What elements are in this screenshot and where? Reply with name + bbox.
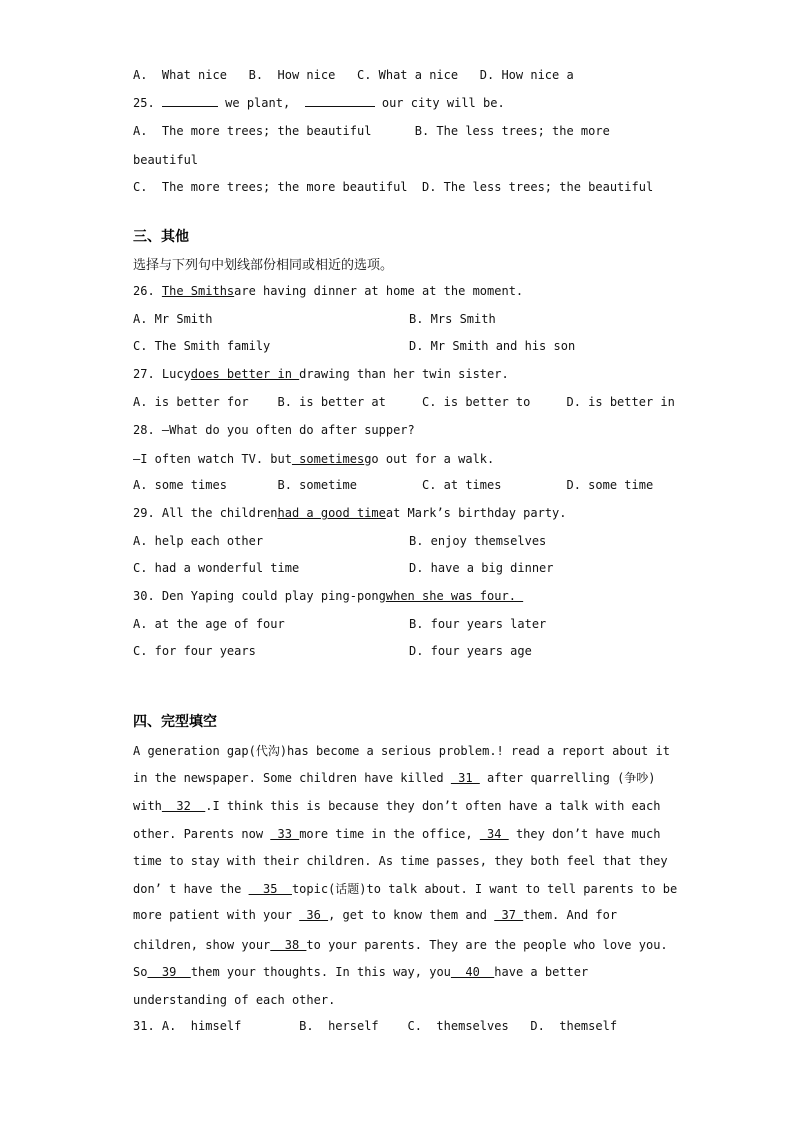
blank-40: 40 [450, 965, 495, 979]
passage-line [133, 799, 660, 813]
passage-line: time to stay with their children. As time passes, they both feel that they [133, 854, 668, 868]
q26-option-d: D. Mr Smith and his son [409, 339, 576, 353]
passage-line [133, 827, 660, 841]
stem-text: at Mark’s birthday party. [385, 506, 567, 520]
underlined-phrase: The Smiths [161, 284, 235, 298]
passage-text: So [133, 965, 148, 979]
q30-option-c: C. for four years [133, 644, 256, 658]
q29-option-d: D. have a big dinner [409, 561, 554, 575]
q27-stem [133, 367, 509, 381]
passage-text: more time in the office, [299, 827, 480, 841]
blank-36: 36 [299, 908, 329, 922]
stem-text: 30. Den Yaping could play ping-pong [133, 589, 386, 603]
q26-option-b: B. Mrs Smith [409, 312, 496, 326]
stem-text: our city will be. [374, 96, 505, 110]
q30-stem [133, 589, 523, 603]
q25-options-ab-cont: beautiful [133, 153, 199, 167]
passage-line [133, 908, 617, 922]
q29-option-c: C. had a wonderful time [133, 561, 300, 575]
blank-31: 31 [450, 771, 480, 785]
stem-text: are having dinner at home at the moment. [234, 284, 524, 298]
q25-options-cd: C. The more trees; the more beautiful D. The less trees; the beautiful [133, 180, 654, 194]
q30-option-a: A. at the age of four [133, 617, 285, 631]
passage-line [133, 965, 588, 979]
passage-text: more patient with your [133, 908, 300, 922]
q25-options-ab: A. The more trees; the beautiful B. The less trees; the more [133, 124, 610, 138]
passage-text: with [133, 799, 162, 813]
section-title: 四、完型填空 [133, 714, 217, 730]
blank-37: 37 [494, 908, 524, 922]
passage-text: them your thoughts. In this way, you [190, 965, 451, 979]
passage-text: topic(话题)to talk about. I want to tell parents to be [291, 882, 678, 896]
blank-33: 33 [270, 827, 300, 841]
q25-stem [133, 96, 505, 110]
q28-line1: 28. —What do you often do after supper? [133, 423, 415, 437]
q29-option-b: B. enjoy themselves [409, 534, 547, 548]
q28-line2 [133, 452, 494, 466]
underlined-phrase: sometimes [291, 452, 365, 466]
q24-options: A. What nice B. How nice C. What a nice D. How nice a [133, 68, 574, 82]
passage-text: them. And for [523, 908, 618, 922]
q26-option-a: A. Mr Smith [133, 312, 213, 326]
passage-text: have a better [494, 965, 589, 979]
underlined-phrase: does better in [190, 367, 300, 381]
stem-text: 26. [133, 284, 162, 298]
passage-text: don’ t have the [133, 882, 249, 896]
passage-line: understanding of each other. [133, 993, 336, 1007]
passage-text: after quarrelling (争吵) [479, 771, 656, 785]
stem-text: —I often watch TV. but [133, 452, 292, 466]
passage-text: they don’t have much [508, 827, 661, 841]
passage-text: .I think this is because they don’t often have a talk with each [205, 799, 661, 813]
q26-stem [133, 284, 523, 298]
q30-option-d: D. four years age [409, 644, 532, 658]
stem-text: we plant, [217, 96, 305, 110]
stem-text: go out for a walk. [364, 452, 495, 466]
blank-32: 32 [161, 799, 206, 813]
answer-blank [162, 106, 218, 107]
passage-text: other. Parents now [133, 827, 271, 841]
blank-35: 35 [248, 882, 292, 896]
passage-text: children, show your [133, 938, 271, 952]
underlined-phrase: when she was four. [385, 589, 524, 603]
blank-39: 39 [147, 965, 191, 979]
underlined-phrase: had a good time [277, 506, 386, 520]
q26-option-c: C. The Smith family [133, 339, 271, 353]
stem-text: 27. Lucy [133, 367, 191, 381]
passage-line [133, 938, 668, 952]
q29-option-a: A. help each other [133, 534, 264, 548]
q27-options: A. is better for B. is better at C. is better to D. is better in [133, 395, 675, 409]
section-instruction: 选择与下列句中划线部份相同或相近的选项。 [133, 258, 394, 273]
q30-option-b: B. four years later [409, 617, 547, 631]
stem-text: 29. All the children [133, 506, 278, 520]
passage-line: A generation gap(代沟)has become a serious problem.! read a report about it [133, 744, 670, 758]
question-number: 25. [133, 96, 155, 110]
passage-line [133, 769, 656, 786]
q31-options: 31. A. himself B. herself C. themselves D. themself [133, 1019, 618, 1033]
blank-34: 34 [479, 827, 509, 841]
answer-blank [305, 106, 375, 107]
section-title: 三、其他 [133, 229, 189, 245]
passage-text: , get to know them and [328, 908, 495, 922]
q29-stem [133, 506, 567, 520]
passage-line [133, 880, 677, 897]
q28-options: A. some times B. sometime C. at times D. some time [133, 478, 654, 492]
passage-text: to your parents. They are the people who love you. [306, 938, 668, 952]
blank-38: 38 [270, 938, 307, 952]
passage-text: in the newspaper. Some children have killed [133, 771, 451, 785]
stem-text: drawing than her twin sister. [299, 367, 509, 381]
